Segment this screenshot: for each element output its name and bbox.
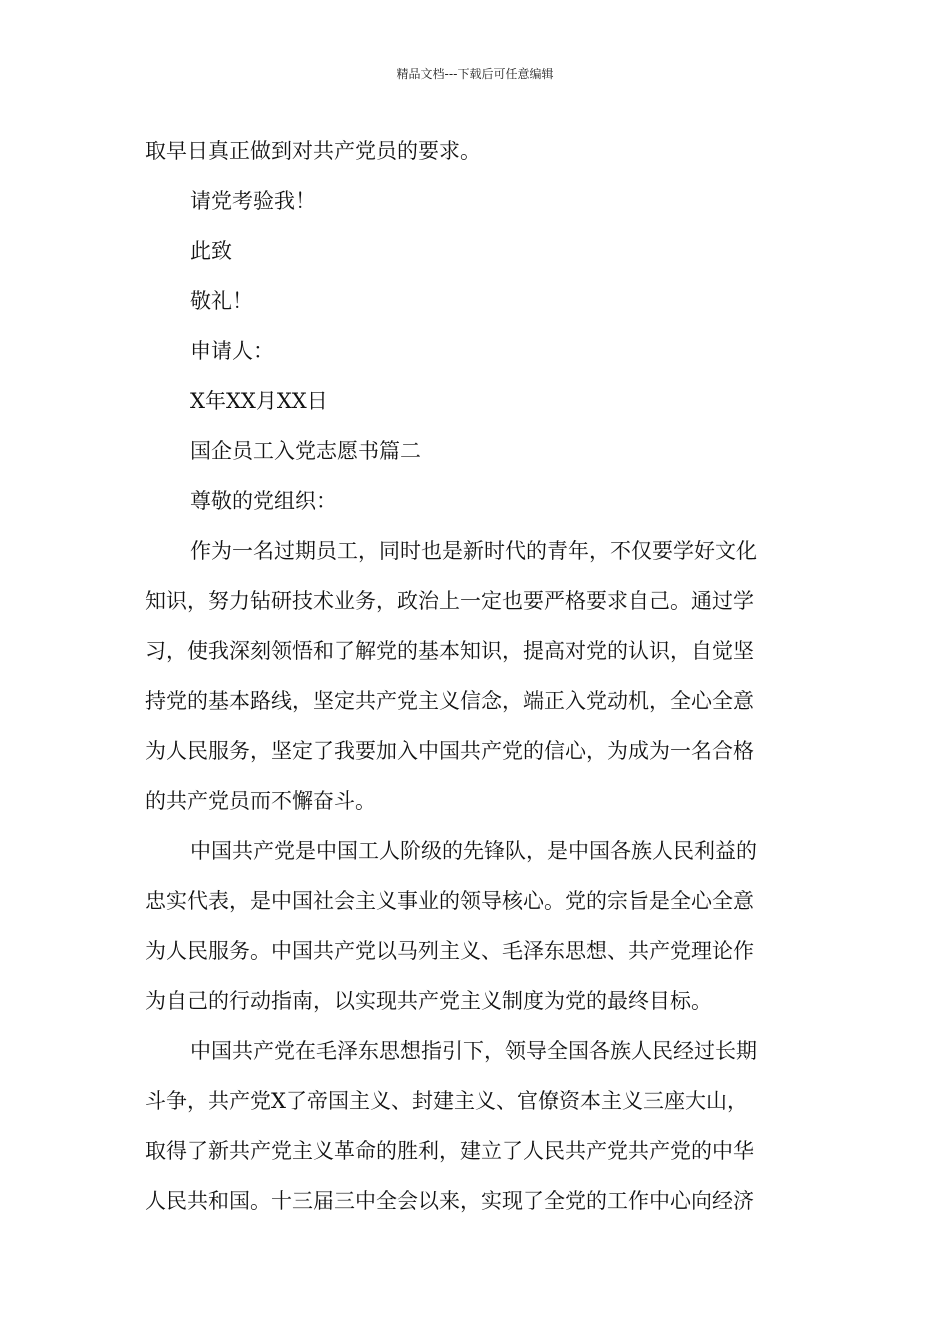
text-line: X年XX月XX日 [190,389,328,413]
page-header: 精品文档---下载后可任意编辑 [396,67,554,81]
text-line: 忠实代表，是中国社会主义事业的领导核心。党的宗旨是全心全意 [145,889,754,913]
text-line: 申请人： [190,339,274,363]
text-line: 敬礼！ [190,289,253,313]
text-line: 中国共产党在毛泽东思想指引下，领导全国各族人民经过长期 [190,1039,757,1063]
section-title: 国企员工入党志愿书篇二 [190,439,421,463]
text-line: 为人民服务，坚定了我要加入中国共产党的信心，为成为一名合格 [145,739,754,763]
text-line: 中国共产党是中国工人阶级的先锋队，是中国各族人民利益的 [190,839,757,863]
text-line: 作为一名过期员工，同时也是新时代的青年，不仅要学好文化 [190,539,757,563]
text-line: 的共产党员而不懈奋斗。 [145,789,376,813]
text-line: 习，使我深刻领悟和了解党的基本知识，提高对党的认识，自觉坚 [145,639,754,663]
text-line: 知识，努力钻研技术业务，政治上一定也要严格要求自己。通过学 [145,589,754,613]
text-line: 取得了新共产党主义革命的胜利，建立了人民共产党共产党的中华 [145,1139,754,1163]
text-line: 持党的基本路线，坚定共产党主义信念，端正入党动机，全心全意 [145,689,754,713]
text-line: 人民共和国。十三届三中全会以来，实现了全党的工作中心向经济 [145,1189,754,1213]
text-line: 为人民服务。中国共产党以马列主义、毛泽东思想、共产党理论作 [145,939,754,963]
text-line: 取早日真正做到对共产党员的要求。 [145,139,481,163]
salutation: 尊敬的党组织： [190,489,337,513]
text-line: 此致 [190,239,232,263]
text-line: 为自己的行动指南，以实现共产党主义制度为党的最终目标。 [145,989,712,1013]
text-line: 斗争，共产党X了帝国主义、封建主义、官僚资本主义三座大山， [145,1089,748,1113]
document-body [145,126,807,1226]
text-line: 请党考验我！ [190,189,316,213]
